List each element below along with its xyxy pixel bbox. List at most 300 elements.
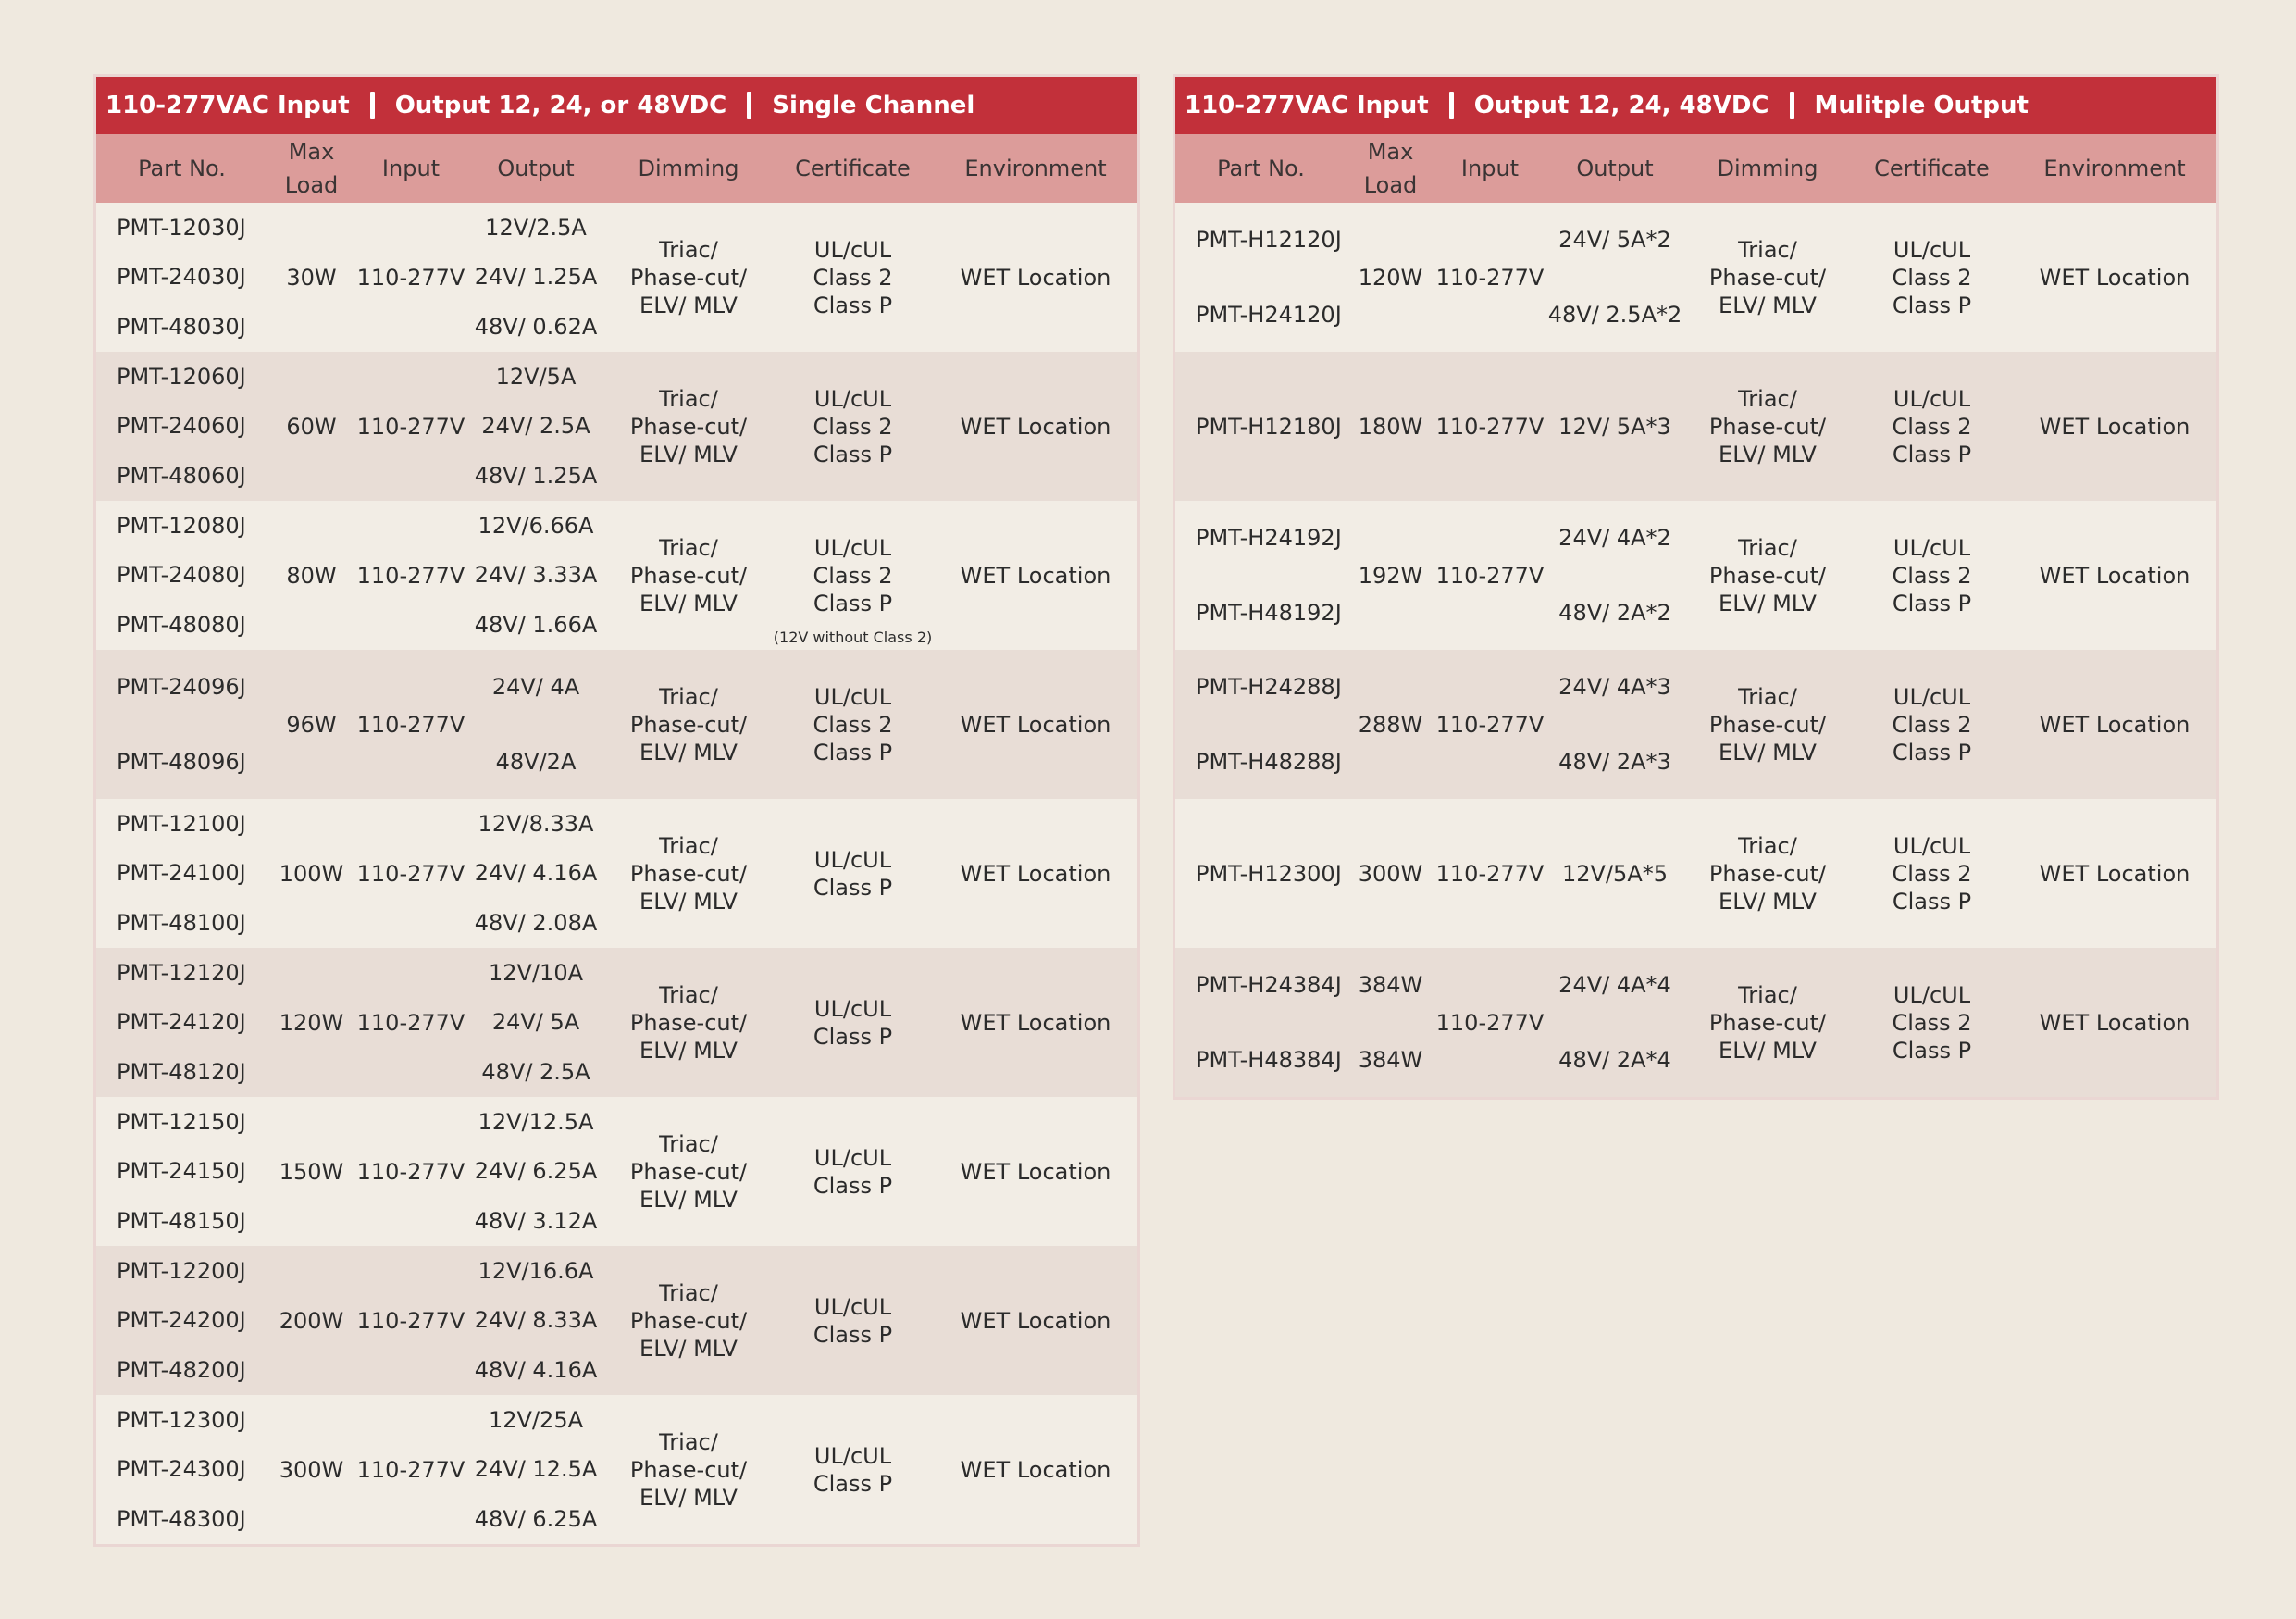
output-cell <box>1545 948 1684 1097</box>
certificate-cell <box>772 352 934 501</box>
header-certificate: Certificate <box>795 156 911 181</box>
max-load-value: 384W <box>1358 972 1423 999</box>
table-row-group <box>96 1246 1137 1395</box>
part-number: PMT-H12180J <box>1196 413 1342 440</box>
part-number: PMT-24100J <box>117 860 246 887</box>
max-load-value: 120W <box>279 1009 344 1036</box>
certificate-line: UL/cUL <box>813 534 892 561</box>
output-value: 24V/ 6.25A <box>474 1158 598 1185</box>
certificate-cell <box>1851 501 2013 650</box>
part-number-cell <box>1175 203 1347 352</box>
dimming-line: Triac/ <box>1738 981 1797 1008</box>
part-number: PMT-H24120J <box>1196 301 1342 328</box>
header-load-line: Load <box>284 172 339 198</box>
input-cell <box>355 203 466 352</box>
certificate-line: UL/cUL <box>813 1442 892 1469</box>
environment-cell <box>2013 203 2216 352</box>
output-cell <box>1545 501 1684 650</box>
part-number-cell <box>1175 352 1347 501</box>
output-value: 48V/ 3.12A <box>474 1208 598 1235</box>
output-cell <box>466 203 605 352</box>
input-cell <box>355 501 466 650</box>
output-value: 48V/ 1.66A <box>474 612 598 639</box>
part-number-cell <box>1175 501 1347 650</box>
header-environment: Environment <box>2043 156 2186 181</box>
certificate-cell <box>772 650 934 799</box>
environment-cell <box>2013 650 2216 799</box>
dimming-cell <box>605 948 772 1097</box>
part-number-cell <box>96 501 267 650</box>
certificate-line: UL/cUL <box>1893 683 1971 710</box>
environment-cell <box>934 948 1137 1097</box>
part-number: PMT-12030J <box>117 214 246 241</box>
certificate-line: UL/cUL <box>813 846 892 873</box>
table-header-row <box>96 134 1137 203</box>
output-cell <box>1545 650 1684 799</box>
output-value: 48V/2A <box>495 748 577 775</box>
dimming-line: Phase-cut/ <box>629 562 748 589</box>
certificate-cell <box>772 1097 934 1246</box>
table-row-group <box>1175 501 2216 650</box>
header-environment: Environment <box>964 156 1107 181</box>
environment-value: WET Location <box>2039 562 2191 589</box>
input-voltage: 110-277V <box>356 413 465 440</box>
environment-cell <box>934 501 1137 650</box>
output-value: 24V/ 5A <box>491 1009 580 1036</box>
dimming-line: Triac/ <box>659 832 718 859</box>
dimming-line: ELV/ MLV <box>639 292 738 318</box>
table-row-group <box>96 799 1137 948</box>
certificate-line: Class 2 <box>1892 562 1972 589</box>
part-number: PMT-H24384J <box>1196 972 1342 999</box>
dimming-cell <box>605 1246 772 1395</box>
max-load-value: 150W <box>279 1158 344 1185</box>
table-row-group <box>1175 203 2216 352</box>
dimming-line: ELV/ MLV <box>639 441 738 467</box>
title-separator <box>747 92 751 119</box>
max-load-value: 60W <box>286 413 337 440</box>
header-part-no: Part No. <box>138 156 226 181</box>
input-cell <box>355 1395 466 1544</box>
output-value: 48V/ 4.16A <box>474 1357 598 1384</box>
part-number: PMT-24120J <box>117 1009 246 1036</box>
output-value: 12V/5A*5 <box>1562 860 1668 887</box>
part-number: PMT-24300J <box>117 1456 246 1483</box>
dimming-cell <box>605 650 772 799</box>
dimming-line: Triac/ <box>659 1130 718 1157</box>
environment-value: WET Location <box>960 711 1111 738</box>
part-number: PMT-H48192J <box>1196 599 1342 626</box>
part-number-cell <box>1175 650 1347 799</box>
dimming-line: Phase-cut/ <box>629 1456 748 1483</box>
certificate-line: Class 2 <box>1892 711 1972 738</box>
dimming-cell <box>605 352 772 501</box>
output-value: 24V/ 8.33A <box>474 1307 598 1334</box>
part-number: PMT-24096J <box>117 674 246 701</box>
dimming-line: ELV/ MLV <box>1719 739 1817 766</box>
output-value: 24V/ 4A <box>491 674 580 701</box>
part-number: PMT-H12300J <box>1196 860 1342 887</box>
environment-cell <box>934 1395 1137 1544</box>
table-row-group <box>96 650 1137 799</box>
dimming-line: Phase-cut/ <box>629 1009 748 1036</box>
part-number-cell <box>1175 799 1347 948</box>
dimming-line: ELV/ MLV <box>639 1484 738 1511</box>
max-load-value: 300W <box>279 1456 344 1483</box>
output-value: 12V/16.6A <box>478 1257 594 1284</box>
max-load-cell <box>267 1246 355 1395</box>
table-title-bar <box>96 77 1137 134</box>
dimming-line: Phase-cut/ <box>1708 264 1827 291</box>
certificate-cell <box>772 1246 934 1395</box>
output-cell <box>466 1246 605 1395</box>
header-max-load <box>1347 135 1434 202</box>
dimming-line: Triac/ <box>659 1428 718 1455</box>
input-voltage: 110-277V <box>356 1307 465 1334</box>
max-load-value: 80W <box>286 562 337 589</box>
certificate-line: UL/cUL <box>813 1144 892 1171</box>
input-cell <box>1434 501 1545 650</box>
certificate-note: (12V without Class 2) <box>773 629 933 646</box>
output-value: 24V/ 2.5A <box>481 413 590 440</box>
dimming-line: Phase-cut/ <box>1708 711 1827 738</box>
input-cell <box>1434 650 1545 799</box>
certificate-line: UL/cUL <box>1893 981 1971 1008</box>
certificate-line: UL/cUL <box>813 385 892 412</box>
certificate-line: UL/cUL <box>1893 385 1971 412</box>
dimming-line: Phase-cut/ <box>629 264 748 291</box>
certificate-line: UL/cUL <box>813 236 892 263</box>
dimming-cell <box>1684 203 1851 352</box>
certificate-line: Class P <box>813 739 893 766</box>
output-value: 48V/ 2A*4 <box>1558 1046 1671 1073</box>
max-load-value: 192W <box>1358 562 1423 589</box>
dimming-line: Triac/ <box>659 534 718 561</box>
max-load-value: 120W <box>1358 264 1423 291</box>
certificate-cell <box>1851 948 2013 1097</box>
input-voltage: 110-277V <box>356 264 465 291</box>
dimming-cell <box>1684 799 1851 948</box>
environment-cell <box>2013 799 2216 948</box>
header-part-no: Part No. <box>1217 156 1305 181</box>
part-number: PMT-48096J <box>117 748 246 775</box>
title-separator <box>370 92 375 119</box>
max-load-value: 384W <box>1358 1046 1423 1073</box>
input-cell <box>1434 799 1545 948</box>
output-cell <box>466 799 605 948</box>
environment-value: WET Location <box>960 1009 1111 1036</box>
certificate-line: UL/cUL <box>813 683 892 710</box>
max-load-cell <box>267 948 355 1097</box>
certificate-line: UL/cUL <box>1893 832 1971 859</box>
table-row-group <box>1175 948 2216 1097</box>
environment-value: WET Location <box>960 1307 1111 1334</box>
header-output: Output <box>497 156 575 181</box>
certificate-line: Class 2 <box>1892 860 1972 887</box>
dimming-line: ELV/ MLV <box>639 1186 738 1213</box>
part-number: PMT-48120J <box>117 1059 246 1086</box>
part-number: PMT-48300J <box>117 1506 246 1533</box>
environment-value: WET Location <box>960 860 1111 887</box>
dimming-cell <box>1684 352 1851 501</box>
table-title-segment: Mulitple Output <box>1814 92 2029 119</box>
output-value: 12V/6.66A <box>478 512 594 539</box>
certificate-cell <box>772 501 934 650</box>
input-cell <box>355 650 466 799</box>
dimming-line: ELV/ MLV <box>1719 292 1817 318</box>
max-load-value: 288W <box>1358 711 1423 738</box>
part-number-cell <box>96 1097 267 1246</box>
table-body <box>1175 203 2216 1097</box>
certificate-cell <box>772 799 934 948</box>
environment-cell <box>934 203 1137 352</box>
dimming-line: Phase-cut/ <box>629 1158 748 1185</box>
part-number-cell <box>96 203 267 352</box>
environment-value: WET Location <box>2039 860 2191 887</box>
output-value: 12V/8.33A <box>478 810 594 837</box>
environment-value: WET Location <box>2039 711 2191 738</box>
dimming-cell <box>605 501 772 650</box>
output-value: 24V/ 4.16A <box>474 860 598 887</box>
part-number-cell <box>96 948 267 1097</box>
certificate-cell <box>1851 799 2013 948</box>
part-number-cell <box>1175 948 1347 1097</box>
certificate-line: Class P <box>813 292 893 318</box>
input-cell <box>1434 948 1545 1097</box>
header-dimming: Dimming <box>638 156 739 181</box>
certificate-line: Class 2 <box>813 711 893 738</box>
part-number: PMT-12080J <box>117 512 246 539</box>
output-value: 24V/ 3.33A <box>474 562 598 589</box>
output-value: 12V/12.5A <box>478 1108 594 1135</box>
table-header-row <box>1175 134 2216 203</box>
output-value: 12V/10A <box>489 959 583 986</box>
output-value: 24V/ 4A*4 <box>1558 972 1671 999</box>
dimming-cell <box>1684 948 1851 1097</box>
part-number-cell <box>96 1395 267 1544</box>
part-number: PMT-24060J <box>117 413 246 440</box>
part-number: PMT-12300J <box>117 1406 246 1433</box>
header-max-line: Max <box>288 139 335 165</box>
max-load-value: 96W <box>286 711 337 738</box>
part-number: PMT-48200J <box>117 1357 246 1384</box>
input-voltage: 110-277V <box>356 1009 465 1036</box>
max-load-cell <box>267 650 355 799</box>
output-value: 48V/ 2.08A <box>474 910 598 937</box>
input-cell <box>355 1097 466 1246</box>
certificate-line: Class P <box>1892 888 1972 915</box>
table-row-group <box>96 501 1137 650</box>
input-cell <box>355 799 466 948</box>
environment-value: WET Location <box>960 264 1111 291</box>
output-value: 12V/5A <box>495 363 577 390</box>
input-cell <box>355 1246 466 1395</box>
header-dimming: Dimming <box>1717 156 1818 181</box>
part-number: PMT-48080J <box>117 612 246 639</box>
certificate-line: Class P <box>1892 590 1972 616</box>
part-number: PMT-12120J <box>117 959 246 986</box>
certificate-cell <box>772 203 934 352</box>
environment-value: WET Location <box>960 1158 1111 1185</box>
input-voltage: 110-277V <box>356 860 465 887</box>
certificate-line: Class 2 <box>813 562 893 589</box>
dimming-line: Phase-cut/ <box>1708 562 1827 589</box>
dimming-line: Triac/ <box>1738 683 1797 710</box>
output-value: 48V/ 0.62A <box>474 314 598 341</box>
output-cell <box>1545 352 1684 501</box>
certificate-cell <box>1851 203 2013 352</box>
dimming-line: ELV/ MLV <box>1719 441 1817 467</box>
environment-cell <box>2013 352 2216 501</box>
dimming-line: Phase-cut/ <box>629 413 748 440</box>
table-row-group <box>96 352 1137 501</box>
output-cell <box>1545 799 1684 948</box>
part-number: PMT-H48384J <box>1196 1046 1342 1073</box>
table-row-group <box>1175 352 2216 501</box>
certificate-line: Class P <box>813 590 893 616</box>
table-row-group <box>1175 650 2216 799</box>
dimming-line: ELV/ MLV <box>639 1037 738 1064</box>
output-cell <box>466 650 605 799</box>
table-title-segment: 110-277VAC Input <box>105 92 350 119</box>
environment-value: WET Location <box>960 1456 1111 1483</box>
output-value: 12V/ 5A*3 <box>1558 413 1671 440</box>
input-cell <box>355 352 466 501</box>
environment-cell <box>2013 948 2216 1097</box>
output-value: 48V/ 2A*3 <box>1558 748 1671 775</box>
input-voltage: 110-277V <box>356 1158 465 1185</box>
output-value: 48V/ 2.5A <box>481 1059 590 1086</box>
input-voltage: 110-277V <box>1435 264 1545 291</box>
max-load-value: 300W <box>1358 860 1423 887</box>
max-load-value: 200W <box>279 1307 344 1334</box>
dimming-line: ELV/ MLV <box>639 739 738 766</box>
certificate-cell <box>1851 650 2013 799</box>
max-load-value: 100W <box>279 860 344 887</box>
environment-cell <box>934 1097 1137 1246</box>
title-separator <box>1790 92 1794 119</box>
header-max-load <box>267 135 355 202</box>
header-output: Output <box>1576 156 1654 181</box>
output-value: 48V/ 2.5A*2 <box>1547 301 1682 328</box>
dimming-line: ELV/ MLV <box>1719 888 1817 915</box>
output-value: 24V/ 4A*3 <box>1558 674 1671 701</box>
input-cell <box>1434 352 1545 501</box>
output-cell <box>466 501 605 650</box>
dimming-line: Triac/ <box>659 236 718 263</box>
part-number: PMT-24150J <box>117 1158 246 1185</box>
certificate-line: UL/cUL <box>1893 236 1971 263</box>
dimming-line: Triac/ <box>659 683 718 710</box>
part-number: PMT-12200J <box>117 1257 246 1284</box>
certificate-line: Class 2 <box>1892 413 1972 440</box>
header-input: Input <box>1460 156 1520 181</box>
certificate-line: Class P <box>813 441 893 467</box>
output-value: 48V/ 6.25A <box>474 1506 598 1533</box>
dimming-line: Phase-cut/ <box>1708 413 1827 440</box>
part-number-cell <box>96 799 267 948</box>
max-load-cell <box>1347 948 1434 1097</box>
dimming-line: Phase-cut/ <box>1708 1009 1827 1036</box>
output-cell <box>466 352 605 501</box>
certificate-line: Class P <box>1892 292 1972 318</box>
certificate-line: Class 2 <box>1892 264 1972 291</box>
input-voltage: 110-277V <box>356 1456 465 1483</box>
dimming-line: ELV/ MLV <box>1719 590 1817 616</box>
table-title-bar <box>1175 77 2216 134</box>
input-cell <box>1434 203 1545 352</box>
table-body <box>96 203 1137 1544</box>
certificate-line: Class P <box>813 874 893 901</box>
output-value: 24V/ 5A*2 <box>1558 227 1671 254</box>
table-row-group <box>1175 799 2216 948</box>
environment-cell <box>934 650 1137 799</box>
output-value: 24V/ 12.5A <box>474 1456 598 1483</box>
header-input: Input <box>381 156 441 181</box>
multiple-output-table <box>1175 77 2216 1097</box>
dimming-cell <box>605 203 772 352</box>
certificate-line: Class P <box>813 1470 893 1497</box>
certificate-cell <box>772 948 934 1097</box>
max-load-cell <box>1347 203 1434 352</box>
certificate-line: Class P <box>813 1023 893 1050</box>
dimming-line: Triac/ <box>1738 832 1797 859</box>
part-number: PMT-H24288J <box>1196 674 1342 701</box>
certificate-line: Class P <box>1892 1037 1972 1064</box>
certificate-line: Class 2 <box>1892 1009 1972 1036</box>
dimming-line: Triac/ <box>1738 385 1797 412</box>
table-row-group <box>96 1395 1137 1544</box>
max-load-cell <box>267 352 355 501</box>
dimming-cell <box>1684 501 1851 650</box>
max-load-cell <box>267 1395 355 1544</box>
part-number: PMT-24030J <box>117 264 246 291</box>
dimming-cell <box>1684 650 1851 799</box>
certificate-line: Class 2 <box>813 413 893 440</box>
dimming-line: Phase-cut/ <box>629 711 748 738</box>
environment-cell <box>934 799 1137 948</box>
part-number: PMT-12150J <box>117 1108 246 1135</box>
table-row-group <box>96 948 1137 1097</box>
part-number-cell <box>96 352 267 501</box>
certificate-cell <box>772 1395 934 1544</box>
certificate-line: UL/cUL <box>813 995 892 1022</box>
output-value: 24V/ 4A*2 <box>1558 525 1671 552</box>
table-row-group <box>96 203 1137 352</box>
table-title-segment: Single Channel <box>772 92 975 119</box>
part-number: PMT-12100J <box>117 810 246 837</box>
input-voltage: 110-277V <box>1435 1009 1545 1036</box>
dimming-line: ELV/ MLV <box>639 888 738 915</box>
dimming-line: ELV/ MLV <box>639 590 738 616</box>
table-title-segment: Output 12, 24, 48VDC <box>1473 92 1769 119</box>
environment-cell <box>934 352 1137 501</box>
certificate-line: Class P <box>1892 441 1972 467</box>
dimming-line: Triac/ <box>1738 534 1797 561</box>
dimming-line: Triac/ <box>659 1279 718 1306</box>
part-number: PMT-48100J <box>117 910 246 937</box>
max-load-cell <box>1347 799 1434 948</box>
max-load-cell <box>267 501 355 650</box>
dimming-line: Triac/ <box>659 981 718 1008</box>
part-number: PMT-48150J <box>117 1208 246 1235</box>
header-load-line: Load <box>1363 172 1418 198</box>
environment-value: WET Location <box>960 562 1111 589</box>
output-cell <box>466 1097 605 1246</box>
dimming-line: Phase-cut/ <box>629 860 748 887</box>
part-number: PMT-48060J <box>117 463 246 490</box>
dimming-cell <box>605 799 772 948</box>
